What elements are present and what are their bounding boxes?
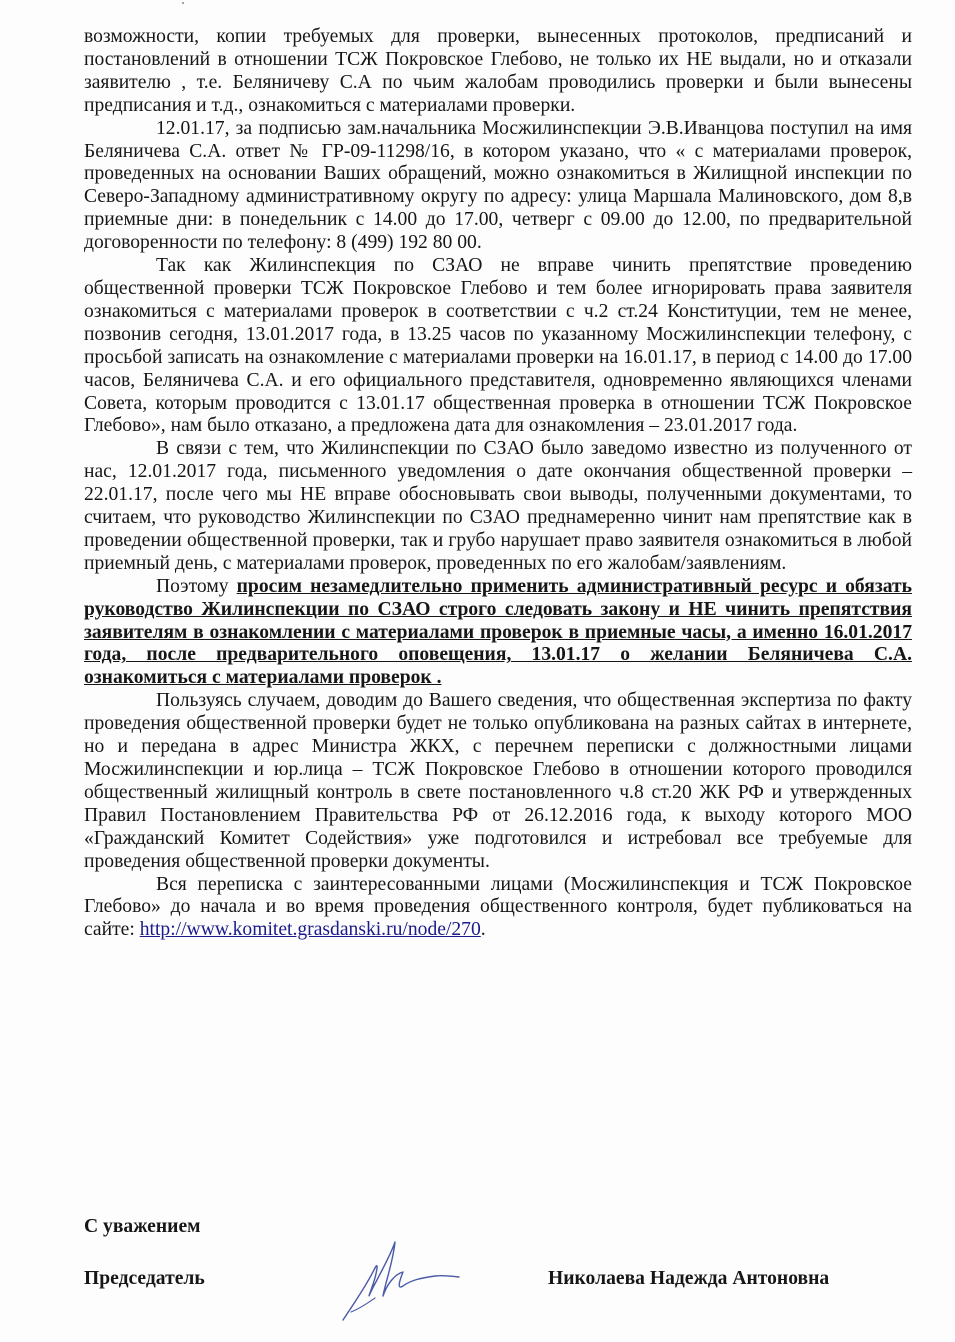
request-bold-text: просим незамедлительно применить административный ресурс и обязать руководство Жилинспекции по СЗАО строго следовать закону и НЕ чинить препятствия заявителям в ознакомлении с материалами проверок в приемные часы, а именно 16.01.2017 года, после предварительного оповещения, 13.01.17 о желании Беляничева С.А. ознакомиться с материалами проверок . xyxy=(84,575,912,689)
request-paragraph xyxy=(84,576,912,691)
closing-phrase: С уважением xyxy=(84,1216,201,1237)
request-lead: Поэтому xyxy=(156,575,237,597)
signer-role: Председатель xyxy=(84,1268,205,1289)
scan-speck xyxy=(182,2,184,4)
paragraph-6: Пользуясь случаем, доводим до Вашего сведения, что общественная экспертиза по факту проведения общественной проверки будет не только опубликована на разных сайтах в интернете, но и передана в адрес Министра ЖКХ, с перечнем переписки с должностными лицами Мосжилинспекции и юр.лица – ТСЖ Покровское Глебово в отношении которого проводился общественный жилищный контроль в свете постановленного ч.8 ст.20 ЖК РФ и утвержденных Правил Постановлением Правительства РФ от 26.12.2016 года, к выходу которого МОО «Гражданский Комитет Содействия» уже подготовился и истребовал все требуемые для проведения общественной проверки документы. xyxy=(84,690,912,872)
paragraph-final xyxy=(84,874,912,943)
website-link[interactable]: http://www.komitet.grasdanski.ru/node/270 xyxy=(139,919,481,941)
signer-name: Николаева Надежда Антоновна xyxy=(548,1268,830,1289)
paragraph-1: возможности, копии требуемых для проверки, вынесенных протоколов, предписаний и постановлений в отношении ТСЖ Покровское Глебово, не только их НЕ выдали, но и отказали заявителю , т.е. Беляничеву С.А по чьим жалобам проводились проверки и были вынесены предписания и т.д., ознакомиться с материалами проверки. xyxy=(84,26,912,116)
paragraph-4: В связи с тем, что Жилинспекции по СЗАО было заведомо известно из полученного от нас, 12.01.2017 года, письменного уведомления о дате окончания общественной проверки – 22.01.17, после чего мы НЕ вправе обосновывать свои выводы, полученными документами, то считаем, что руководство Жилинспекции по СЗАО преднамеренно чинит нам препятствие как в проведении общественной проверки, так и грубо нарушает право заявителя ознакомиться в любой приемный день, с материалами проверок, проведенных по его жалобам/заявлениям. xyxy=(84,438,912,574)
handwritten-signature xyxy=(325,1232,465,1332)
final-tail: . xyxy=(480,919,486,941)
paragraph-2: 12.01.17, за подписью зам.начальника Мосжилинспекции Э.В.Иванцова поступил на имя Беляничева С.А. ответ № ГР-09-11298/16, в котором указано, что « с материалами проверок, проведенных на основании Ваших обращений, можно ознакомиться в Жилищной инспекции по Северо-Западному административному округу по адресу: улица Маршала Малиновского, дом 8,в приемные дни: в понедельник с 14.00 до 17.00, четверг с 09.00 до 12.00, по предварительной договоренности по телефону: 8 (499) 192 80 00. xyxy=(84,117,912,254)
final-text: Вся переписка с заинтересованными лицами (Мосжилинспекция и ТСЖ Покровское Глебово» до начала и во время проведения общественного контроля, будет публиковаться на сайте: xyxy=(84,873,912,941)
letter-body xyxy=(84,26,912,942)
paragraph-3: Так как Жилинспекция по СЗАО не вправе чинить препятствие проведению общественной проверки ТСЖ Покровское Глебово и тем более игнорировать права заявителя ознакомиться с материалами проверок в соответствии с ч.2 ст.24 Конституции, тем не менее, позвонив сегодня, 13.01.2017 года, в 13.25 часов по указанному Мосжилинспекции телефону, с просьбой записать на ознакомление с материалами проверки на 16.01.17, в период с 14.00 до 17.00 часов, Беляничева С.А. и его официального представителя, одновременно являющихся членами Совета, которым проводится с 13.01.17 общественная проверка в отношении ТСЖ Покровское Глебово», нам было отказано, а предложена дата для ознакомления – 23.01.2017 года. xyxy=(84,255,912,437)
